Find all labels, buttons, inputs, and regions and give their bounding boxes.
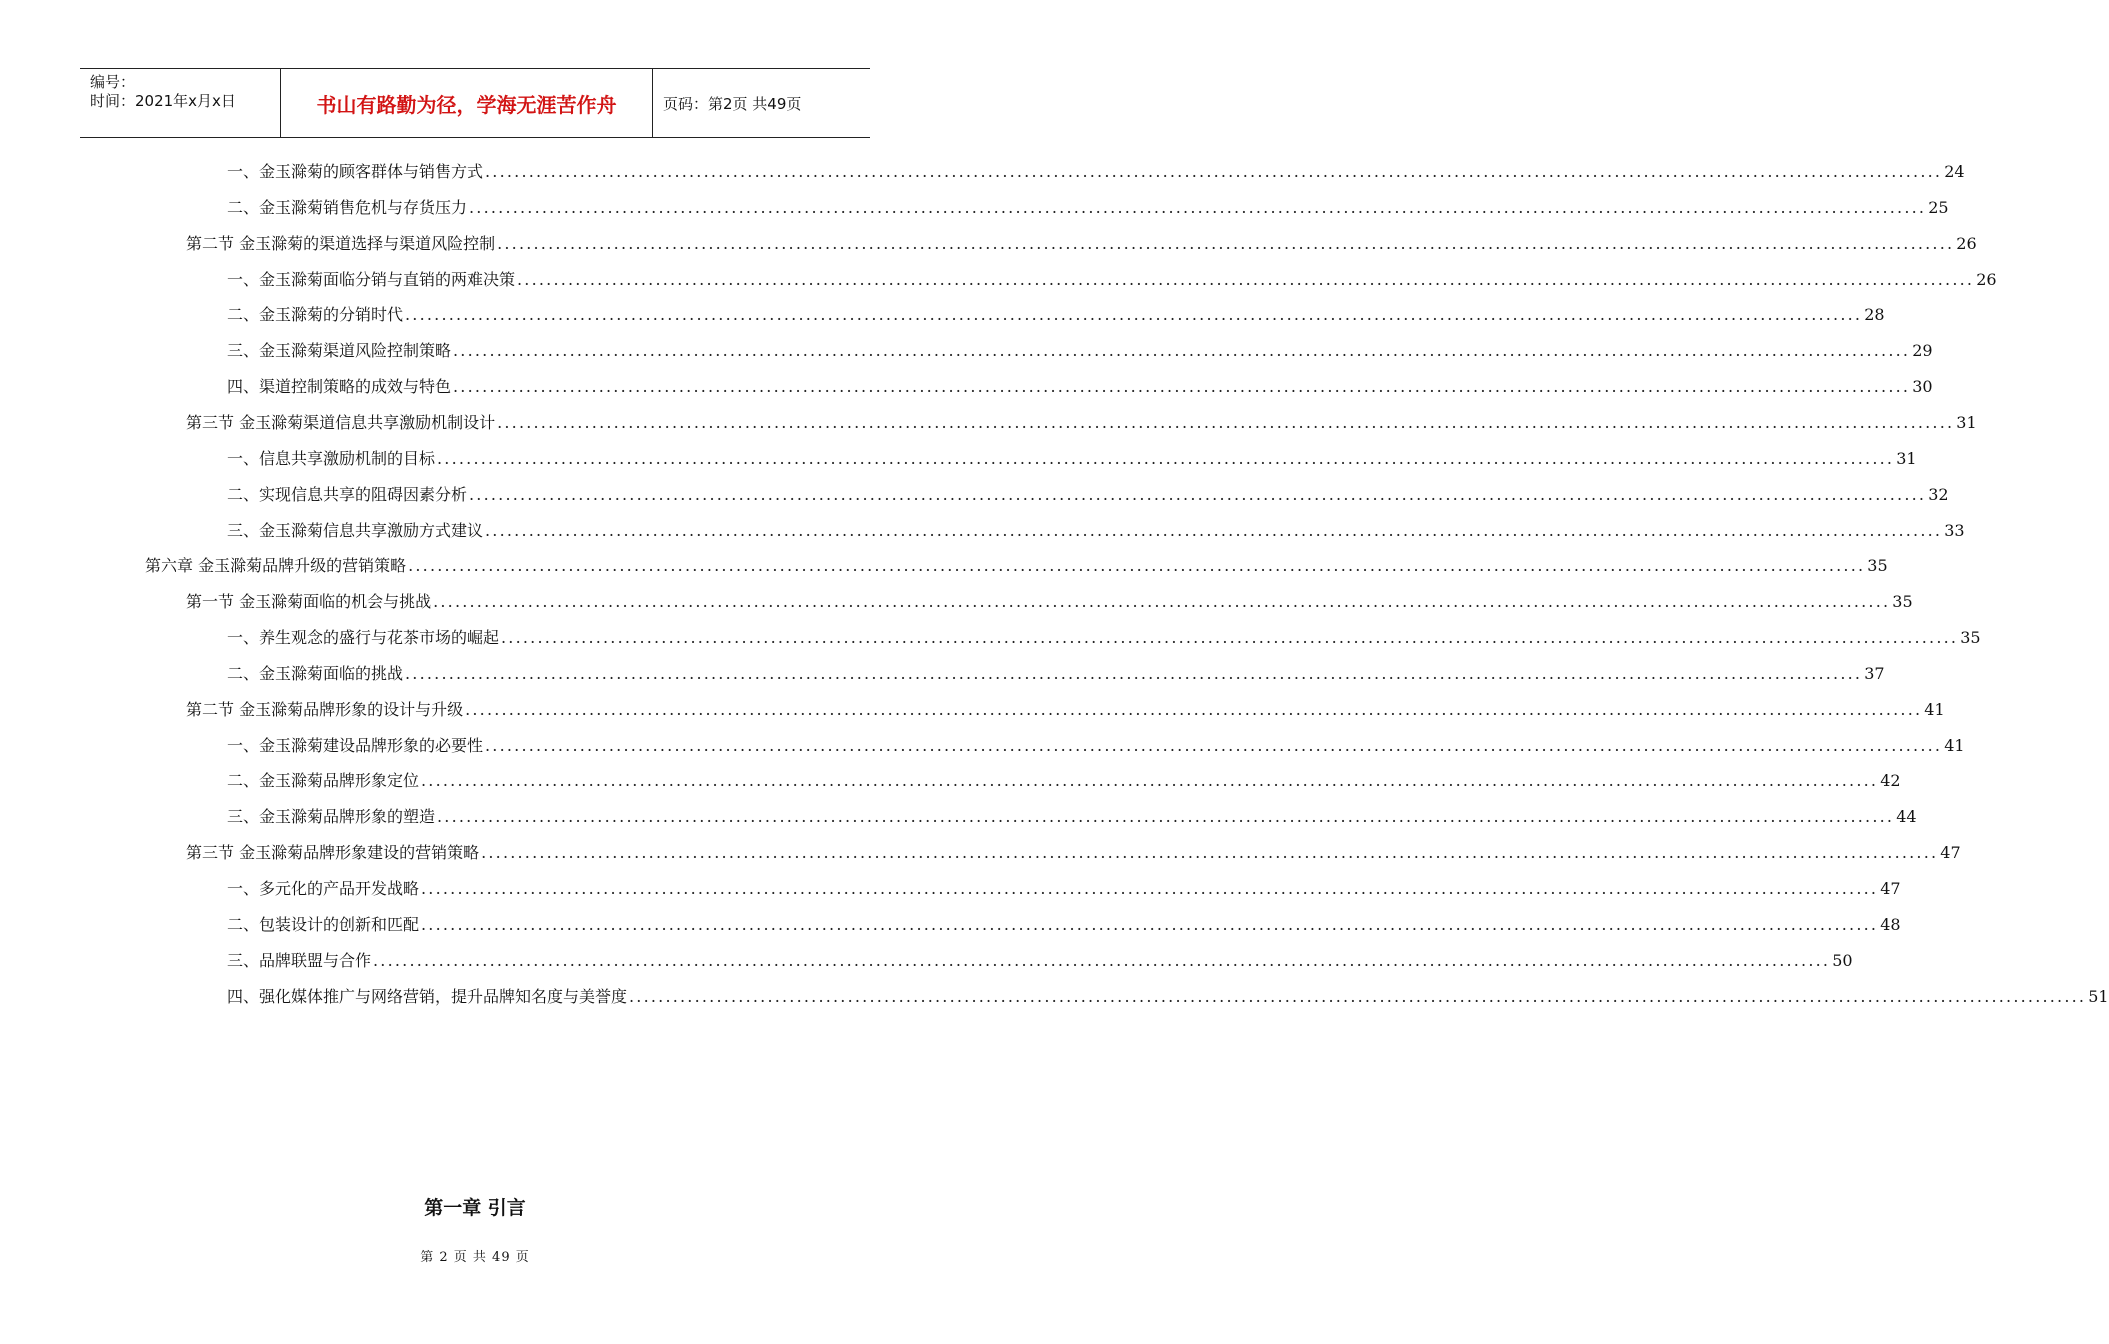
toc-leader-dots: ........................................................................................................................................................................................................: [453, 377, 1911, 397]
toc-entry-page: 33: [1944, 520, 1965, 540]
toc-entry[interactable]: [227, 947, 1853, 971]
toc-entry[interactable]: [227, 875, 1901, 899]
toc-entry[interactable]: [227, 158, 1965, 182]
toc-entry-page: 50: [1832, 950, 1853, 970]
toc-leader-dots: ........................................................................................................................................................................................................: [437, 448, 1895, 468]
page-header: [80, 68, 870, 138]
toc-entry-page: 28: [1864, 305, 1885, 325]
toc-leader-dots: ........................................................................................................................................................................................................: [421, 879, 1879, 898]
toc-entry[interactable]: [186, 588, 1913, 612]
toc-entry-page: 32: [1928, 484, 1949, 504]
toc-entry[interactable]: [145, 552, 1888, 576]
toc-entry-title: 三、金玉滁菊品牌形象的塑造: [227, 807, 436, 827]
header-meta: [80, 69, 281, 137]
toc-entry-page: 42: [1880, 771, 1901, 791]
toc-entry[interactable]: [227, 266, 1997, 290]
toc-entry[interactable]: [227, 373, 1933, 397]
toc-entry-page: 41: [1944, 735, 1965, 755]
toc-leader-dots: ........................................................................................................................................................................................................: [453, 341, 1911, 361]
toc-leader-dots: ........................................................................................................................................................................................................: [485, 520, 1943, 540]
toc-leader-dots: ........................................................................................................................................................................................................: [481, 843, 1939, 863]
document-time-label: 时间：2021年x月x日: [90, 92, 236, 110]
toc-entry[interactable]: [227, 911, 1901, 935]
toc-leader-dots: ........................................................................................................................................................................................................: [485, 735, 1943, 755]
toc-entry-page: 47: [1880, 879, 1901, 898]
toc-entry-title: 二、实现信息共享的阻碍因素分析: [227, 484, 468, 504]
toc-entry-title: 一、金玉滁菊的顾客群体与销售方式: [227, 162, 484, 181]
toc-leader-dots: ........................................................................................................................................................................................................: [497, 412, 1955, 432]
toc-leader-dots: ........................................................................................................................................................................................................: [497, 233, 1955, 253]
toc-entry-title: 三、品牌联盟与合作: [227, 950, 372, 970]
toc-entry-page: 35: [1867, 556, 1888, 576]
toc-entry[interactable]: [186, 409, 1977, 433]
toc-entry[interactable]: [227, 803, 1917, 827]
toc-entry-page: 35: [1960, 628, 1981, 648]
toc-entry[interactable]: [227, 624, 1981, 648]
toc-leader-dots: ........................................................................................................................................................................................................: [465, 699, 1923, 719]
toc-entry-title: 第一节 金玉滁菊面临的机会与挑战: [186, 592, 432, 612]
header-motto: 书山有路勤为径，学海无涯苦作舟: [281, 69, 653, 137]
toc-entry[interactable]: [227, 445, 1917, 469]
toc-entry[interactable]: [186, 230, 1977, 254]
toc-entry[interactable]: [227, 660, 1885, 684]
toc-leader-dots: ........................................................................................................................................................................................................: [485, 162, 1943, 181]
toc-entry-title: 一、金玉滁菊建设品牌形象的必要性: [227, 735, 484, 755]
toc-leader-dots: ........................................................................................................................................................................................................: [433, 592, 1891, 612]
toc-entry-page: 24: [1944, 162, 1965, 181]
chapter-title: 第一章 引言: [424, 1197, 526, 1219]
toc-entry-page: 48: [1880, 914, 1901, 934]
toc-entry-title: 第二节 金玉滁菊品牌形象的设计与升级: [186, 699, 464, 719]
toc-entry-title: 二、包装设计的创新和匹配: [227, 914, 420, 934]
toc-entry-page: 41: [1924, 699, 1945, 719]
toc-entry[interactable]: [227, 194, 1949, 218]
toc-entry-title: 二、金玉滁菊品牌形象定位: [227, 771, 420, 791]
toc-entry-page: 31: [1896, 448, 1917, 468]
toc-entry-page: 30: [1912, 377, 1933, 397]
header-page-info: 页码：第2页 共49页: [663, 94, 802, 113]
toc-entry-page: 26: [1976, 269, 1997, 289]
toc-leader-dots: ........................................................................................................................................................................................................: [408, 556, 1866, 576]
toc-entry-page: 26: [1956, 233, 1977, 253]
toc-entry[interactable]: [227, 481, 1949, 505]
toc-entry-title: 二、金玉滁菊的分销时代: [227, 305, 404, 325]
toc-entry-page: 31: [1956, 412, 1977, 432]
toc-entry-title: 一、多元化的产品开发战略: [227, 879, 420, 898]
toc-entry-title: 一、金玉滁菊面临分销与直销的两难决策: [227, 269, 516, 289]
toc-entry-title: 第三节 金玉滁菊渠道信息共享激励机制设计: [186, 412, 496, 432]
toc-leader-dots: ........................................................................................................................................................................................................: [469, 197, 1927, 217]
toc-entry[interactable]: [227, 767, 1901, 791]
toc-entry[interactable]: [186, 839, 1961, 863]
toc-leader-dots: ........................................................................................................................................................................................................: [373, 950, 1831, 970]
toc-entry[interactable]: [186, 696, 1945, 720]
toc-entry[interactable]: [227, 732, 1965, 756]
toc-entry[interactable]: [227, 983, 2109, 1007]
toc-entry-title: 四、渠道控制策略的成效与特色: [227, 377, 452, 397]
toc-entry-page: 51: [2088, 986, 2109, 1006]
toc-entry-title: 二、金玉滁菊面临的挑战: [227, 663, 404, 683]
toc-entry-page: 44: [1896, 807, 1917, 827]
toc-leader-dots: ........................................................................................................................................................................................................: [517, 269, 1975, 289]
page-footer: 第 2 页 共 49 页: [420, 1250, 530, 1265]
toc-entry-page: 25: [1928, 197, 1949, 217]
toc-leader-dots: ........................................................................................................................................................................................................: [421, 914, 1879, 934]
toc-leader-dots: ........................................................................................................................................................................................................: [437, 807, 1895, 827]
toc-entry-title: 三、金玉滁菊信息共享激励方式建议: [227, 520, 484, 540]
toc-entry-title: 第六章 金玉滁菊品牌升级的营销策略: [145, 556, 407, 576]
toc-entry-title: 二、金玉滁菊销售危机与存货压力: [227, 197, 468, 217]
toc-entry-title: 三、金玉滁菊渠道风险控制策略: [227, 341, 452, 361]
toc-entry[interactable]: [227, 517, 1965, 541]
toc-entry-title: 第二节 金玉滁菊的渠道选择与渠道风险控制: [186, 233, 496, 253]
toc-entry-page: 37: [1864, 663, 1885, 683]
toc-entry-title: 四、强化媒体推广与网络营销，提升品牌知名度与美誉度: [227, 986, 628, 1006]
toc-entry[interactable]: [227, 337, 1933, 361]
toc-leader-dots: ........................................................................................................................................................................................................: [501, 628, 1959, 648]
toc-entry-title: 第三节 金玉滁菊品牌形象建设的营销策略: [186, 843, 480, 863]
toc-leader-dots: ........................................................................................................................................................................................................: [405, 305, 1863, 325]
toc-leader-dots: ........................................................................................................................................................................................................: [629, 986, 2087, 1006]
toc-entry-title: 一、养生观念的盛行与花茶市场的崛起: [227, 628, 500, 648]
toc-entry-page: 47: [1940, 843, 1961, 863]
toc-leader-dots: ........................................................................................................................................................................................................: [421, 771, 1879, 791]
toc-entry-page: 35: [1892, 592, 1913, 612]
toc-entry[interactable]: [227, 301, 1885, 325]
toc-entry-title: 一、信息共享激励机制的目标: [227, 448, 436, 468]
toc-leader-dots: ........................................................................................................................................................................................................: [469, 484, 1927, 504]
toc-leader-dots: ........................................................................................................................................................................................................: [405, 663, 1863, 683]
document-number-label: 编号：: [90, 73, 136, 91]
toc-entry-page: 29: [1912, 341, 1933, 361]
